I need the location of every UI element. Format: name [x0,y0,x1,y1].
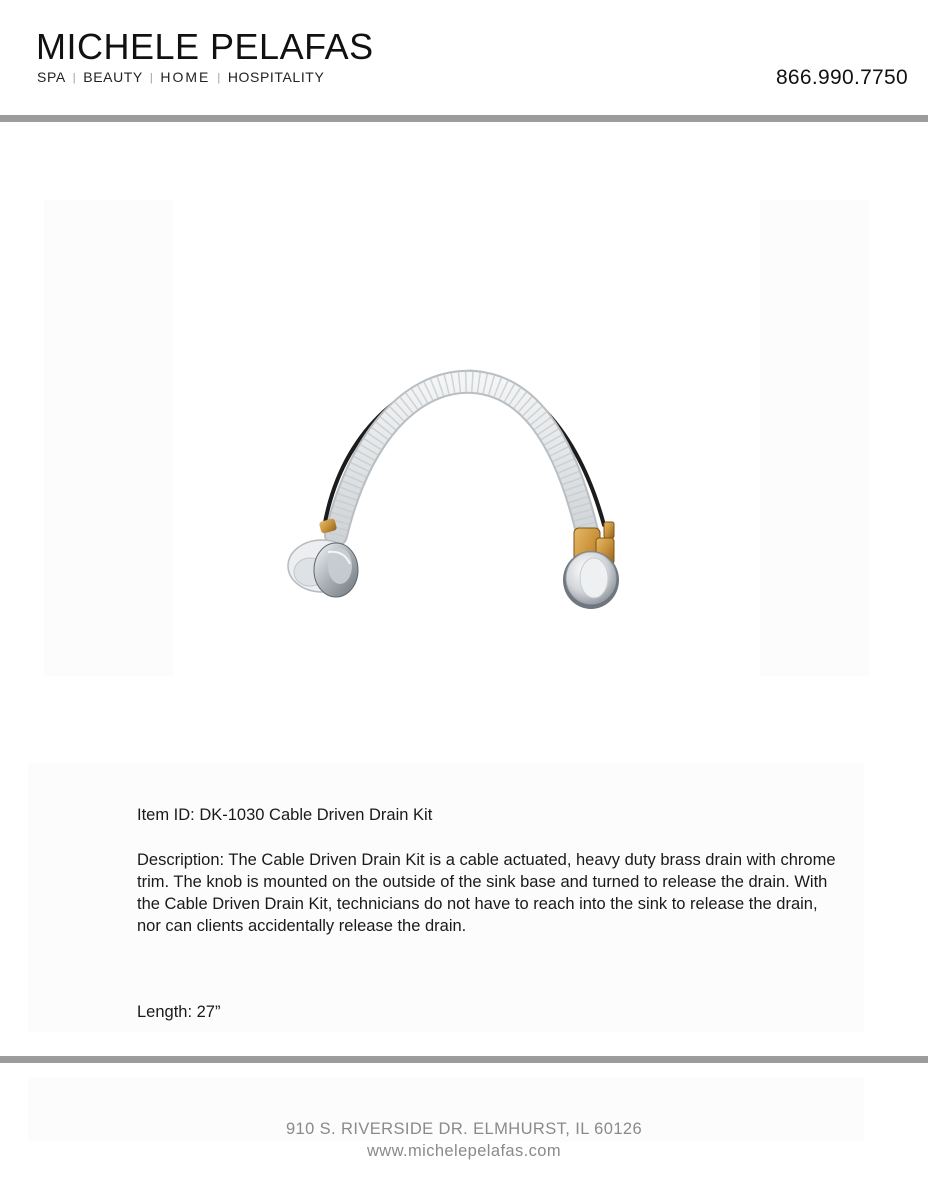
header-divider [0,115,928,122]
brand-name: MICHELE PELAFAS [36,26,374,67]
website-link[interactable]: www.michelepelafas.com [366,1142,562,1160]
tagline-beauty: BEAUTY [83,69,143,85]
item-id: Item ID: DK-1030 Cable Driven Drain Kit [137,806,433,824]
tagline-hospitality: HOSPITALITY [227,69,325,85]
phone-number: 866.990.7750 [775,66,908,89]
company-address: 910 S. RIVERSIDE DR. ELMHURST, IL 60126 [285,1120,643,1138]
product-length: Length: 27” [137,1003,221,1021]
product-photo-area [44,200,870,676]
footer-divider [0,1056,928,1063]
product-description: Description: The Cable Driven Drain Kit is a cable actuated, heavy duty brass drain with chrome trim. The knob is mounted on the outside of the sink base and turned to release the drain. With the Cable Driven Drain Kit, technicians do not have to reach into the sink to release the drain, nor can clients accidentally release the drain. [137,851,836,935]
tagline-separator: | [217,72,221,84]
brand-tagline [37,69,324,85]
cable-driven-drain-kit-photo [44,200,870,676]
tagline-spa: SPA [37,69,66,85]
tagline-home: HOME [160,69,211,85]
tagline-separator: | [72,72,77,84]
tagline-separator: | [149,72,154,84]
